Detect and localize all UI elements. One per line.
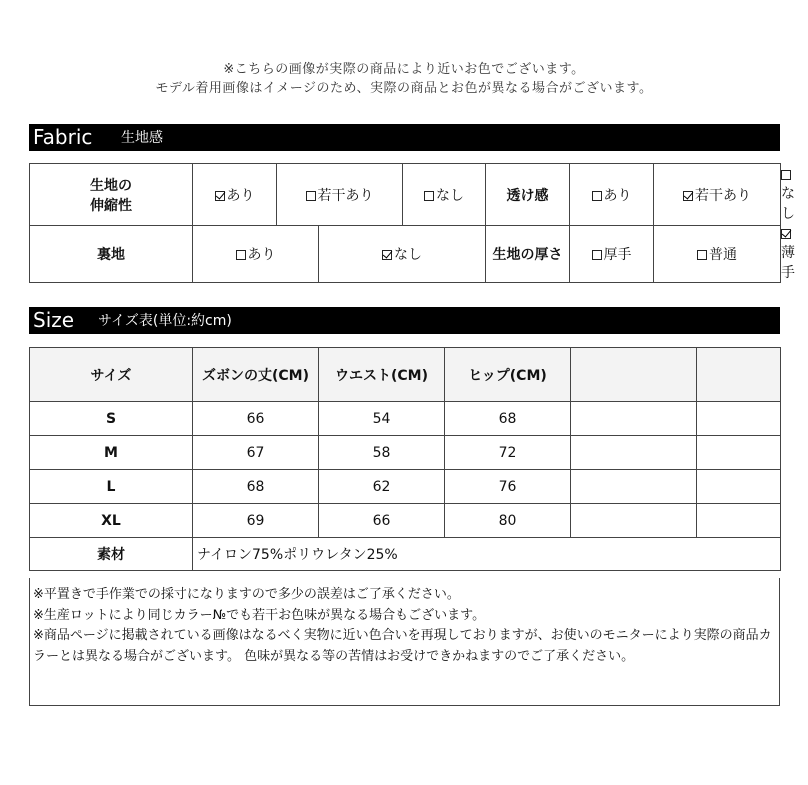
checkbox-icon bbox=[592, 250, 602, 260]
table-row bbox=[30, 436, 781, 470]
lining-option-ari: あり bbox=[193, 226, 319, 283]
empty-cell bbox=[697, 436, 781, 470]
notice-line-2: モデル着用画像はイメージのため、実際の商品とお色が異なる場合がございます。 bbox=[155, 81, 653, 96]
size-header-row bbox=[30, 348, 781, 402]
checkbox-icon bbox=[236, 250, 246, 260]
material-row bbox=[30, 538, 781, 571]
checkbox-icon bbox=[683, 191, 693, 201]
sheer-option-jakkan: 若干あり bbox=[654, 164, 781, 226]
fabric-table: 生地の 伸縮性 あり 若干あり なし 透け感 あり 若干あり なし 裏地 あり なし 生地の厚さ 厚手 普通 薄手 bbox=[29, 163, 781, 283]
notes-box bbox=[29, 578, 780, 706]
stretch-option-ari: あり bbox=[193, 164, 277, 226]
thickness-option-futsuu: 普通 bbox=[654, 226, 781, 283]
value-cell: 54 bbox=[319, 402, 445, 436]
value-cell: 80 bbox=[445, 504, 571, 538]
size-subtitle: サイズ表(単位:約cm) bbox=[98, 313, 232, 329]
size-header-cell bbox=[571, 348, 697, 402]
table-row bbox=[30, 504, 781, 538]
lining-option-nashi: なし bbox=[319, 226, 486, 283]
size-cell: S bbox=[30, 402, 193, 436]
table-row bbox=[30, 470, 781, 504]
empty-cell bbox=[697, 504, 781, 538]
size-header-cell bbox=[697, 348, 781, 402]
note-line: ※生産ロットにより同じカラー№でも若干お色味が異なる場合もございます。 bbox=[33, 607, 486, 623]
checkbox-icon bbox=[306, 191, 316, 201]
size-cell: XL bbox=[30, 504, 193, 538]
checkbox-icon bbox=[424, 191, 434, 201]
size-cell: L bbox=[30, 470, 193, 504]
empty-cell bbox=[697, 470, 781, 504]
note-line: ※平置きで手作業での採寸になりますので多少の誤差はご了承ください。 bbox=[33, 587, 460, 602]
empty-cell bbox=[571, 504, 697, 538]
checkbox-icon bbox=[781, 229, 791, 239]
value-cell: 67 bbox=[193, 436, 319, 470]
size-header-cell: サイズ bbox=[30, 348, 193, 402]
value-cell: 72 bbox=[445, 436, 571, 470]
checkbox-icon bbox=[781, 170, 791, 180]
size-header-cell: ウエスト(CM) bbox=[319, 348, 445, 402]
material-label: 素材 bbox=[30, 538, 193, 571]
stretch-option-jakkan: 若干あり bbox=[277, 164, 403, 226]
checkbox-icon bbox=[592, 191, 602, 201]
size-header-bar bbox=[29, 307, 780, 334]
thickness-label: 生地の厚さ bbox=[486, 226, 570, 283]
stretch-label: 生地の 伸縮性 bbox=[30, 164, 193, 226]
size-header-cell: ヒップ(CM) bbox=[445, 348, 571, 402]
fabric-header-bar bbox=[29, 124, 780, 151]
fabric-title: Fabric bbox=[33, 125, 93, 149]
table-row bbox=[30, 402, 781, 436]
value-cell: 76 bbox=[445, 470, 571, 504]
stretch-option-nashi: なし bbox=[403, 164, 486, 226]
thickness-option-atsude: 厚手 bbox=[570, 226, 654, 283]
size-header-cell: ズボンの丈(CM) bbox=[193, 348, 319, 402]
size-title: Size bbox=[33, 308, 75, 332]
size-cell: M bbox=[30, 436, 193, 470]
empty-cell bbox=[571, 470, 697, 504]
checkbox-icon bbox=[215, 191, 225, 201]
empty-cell bbox=[571, 436, 697, 470]
notice-line-1: ※こちらの画像が実際の商品により近いお色でございます。 bbox=[223, 62, 585, 77]
empty-cell bbox=[571, 402, 697, 436]
checkbox-icon bbox=[382, 250, 392, 260]
value-cell: 58 bbox=[319, 436, 445, 470]
value-cell: 69 bbox=[193, 504, 319, 538]
lining-label: 裏地 bbox=[30, 226, 193, 283]
size-table bbox=[29, 347, 781, 571]
checkbox-icon bbox=[697, 250, 707, 260]
value-cell: 66 bbox=[319, 504, 445, 538]
value-cell: 62 bbox=[319, 470, 445, 504]
material-value: ナイロン75%ポリウレタン25% bbox=[193, 538, 781, 571]
value-cell: 68 bbox=[445, 402, 571, 436]
sheer-label: 透け感 bbox=[486, 164, 570, 226]
empty-cell bbox=[697, 402, 781, 436]
sheer-option-ari: あり bbox=[570, 164, 654, 226]
value-cell: 68 bbox=[193, 470, 319, 504]
fabric-subtitle: 生地感 bbox=[121, 130, 163, 146]
note-line: ※商品ページに掲載されている画像はなるべく実物に近い色合いを再現しておりますが、お使いのモニターにより実際の商品カラーとは異なる場合がございます。 色味が異なる等の苦情はお受けできかねますのでご了承ください。 bbox=[33, 628, 772, 664]
value-cell: 66 bbox=[193, 402, 319, 436]
